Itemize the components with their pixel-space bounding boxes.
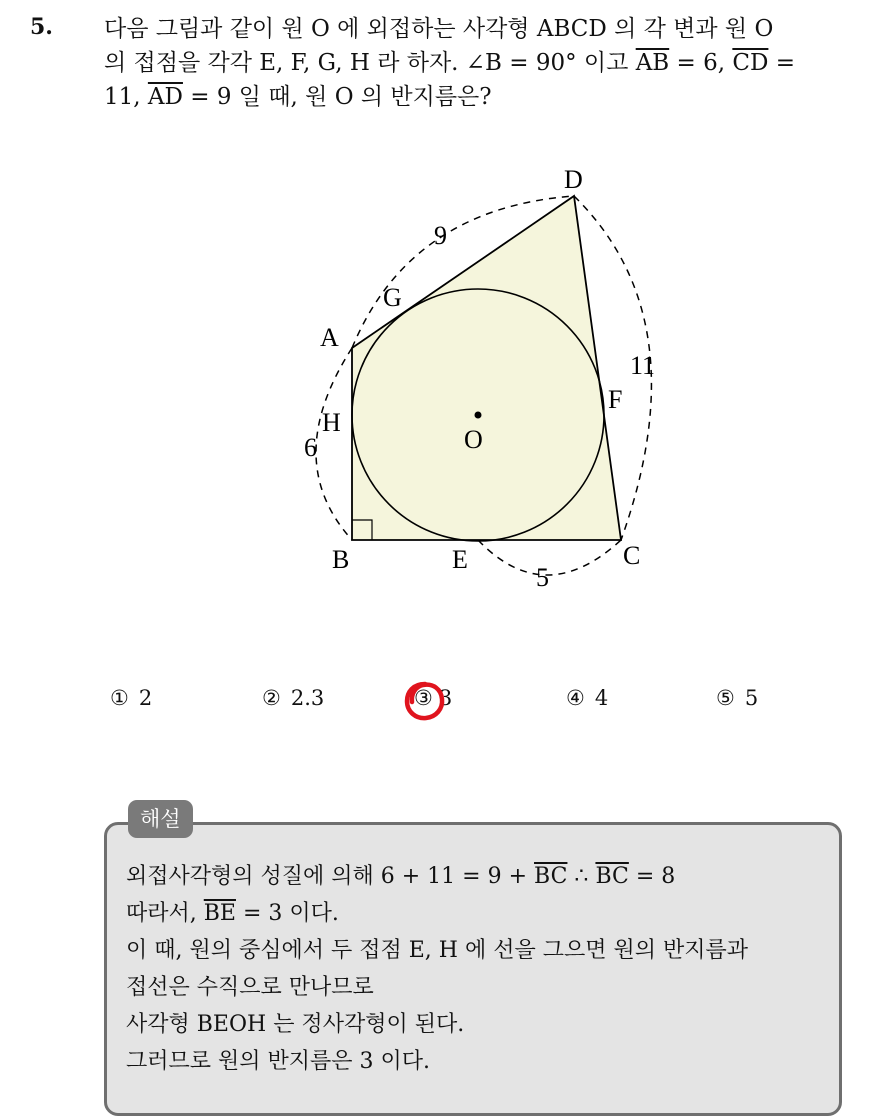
label-e: E (452, 545, 468, 574)
solution-line-2 (126, 895, 826, 932)
question-line-3 (104, 80, 864, 114)
solution-line-6: 그러므로 원의 반지름은 3 이다. (126, 1049, 430, 1074)
label-c: C (623, 541, 641, 570)
choice-4-value: 4 (594, 686, 609, 710)
geometry-figure (290, 160, 670, 600)
solution-line-1 (126, 858, 826, 895)
choice-5[interactable] (716, 686, 758, 710)
choice-4-marker: ④ (566, 686, 585, 710)
solution-line-1-result: = 8 (628, 864, 676, 889)
segment-cd-equation: = (768, 50, 795, 76)
choice-1[interactable] (110, 686, 152, 710)
solution-line-5: 사각형 BEOH 는 정사각형이 된다. (126, 1012, 465, 1037)
solution-line-4: 접선은 수직으로 만나므로 (126, 975, 374, 1000)
label-f: F (608, 385, 623, 414)
question-number: 5. (30, 14, 53, 40)
question-line-1: 다음 그림과 같이 원 O 에 외접하는 사각형 ABCD 의 각 변과 원 O (104, 16, 774, 42)
segment-ad: $\overline{AD}$ (147, 84, 183, 110)
center-dot (475, 412, 482, 419)
choice-3-value: 3 (438, 686, 453, 710)
choice-1-marker: ① (110, 686, 129, 710)
segment-ab: $\overline{AB}$ (635, 50, 670, 76)
solution-line-2-text: 따라서, (126, 901, 197, 926)
choice-2[interactable] (262, 686, 324, 710)
question-text (104, 12, 864, 114)
segment-bc-result: $\overline{BC}$ (595, 864, 629, 889)
segment-cd: $\overline{CD}$ (732, 50, 769, 76)
label-b: B (332, 545, 350, 574)
selected-answer-circle-mark (401, 676, 449, 726)
length-ec: 5 (536, 563, 549, 592)
segment-be: $\overline{BE}$ (203, 901, 236, 926)
solution-text (126, 858, 826, 1080)
label-d: D (564, 165, 583, 194)
choice-5-marker: ⑤ (716, 686, 735, 710)
choice-1-value: 2 (138, 686, 153, 710)
solution-tag: 해설 (128, 800, 193, 838)
choice-3-marker: ③ (414, 686, 433, 710)
choice-4[interactable] (566, 686, 608, 710)
arc-ec (478, 540, 621, 575)
choice-2-value: 2.3 (290, 686, 325, 710)
label-h: H (322, 408, 341, 437)
solution-line-1-therefore: ∴ (567, 864, 589, 889)
length-ab: 6 (304, 433, 317, 462)
solution-line-1-text: 외접사각형의 성질에 의해 6 + 11 = 9 + (126, 864, 528, 889)
length-ad: 9 (434, 221, 447, 250)
question-line-3-lead: 11, (104, 84, 141, 110)
choice-2-marker: ② (262, 686, 281, 710)
question-line-2-text: 의 접점을 각각 E, F, G, H 라 하자. ∠B = 90° 이고 (104, 50, 629, 76)
segment-bc: $\overline{BC}$ (534, 864, 568, 889)
label-o: O (464, 425, 483, 454)
solution-line-3: 이 때, 원의 중심에서 두 접점 E, H 에 선을 그으면 원의 반지름과 (126, 938, 748, 963)
choice-5-value: 5 (744, 686, 759, 710)
question-line-2 (104, 46, 864, 80)
question-line-3-text: = 9 일 때, 원 O 의 반지름은? (190, 84, 492, 110)
segment-ab-equation: = 6, (669, 50, 726, 76)
label-a: A (320, 323, 339, 352)
solution-line-2-result: = 3 이다. (235, 901, 339, 926)
label-g: G (383, 283, 402, 312)
length-cd: 11 (630, 351, 656, 380)
arc-ab (316, 348, 352, 540)
